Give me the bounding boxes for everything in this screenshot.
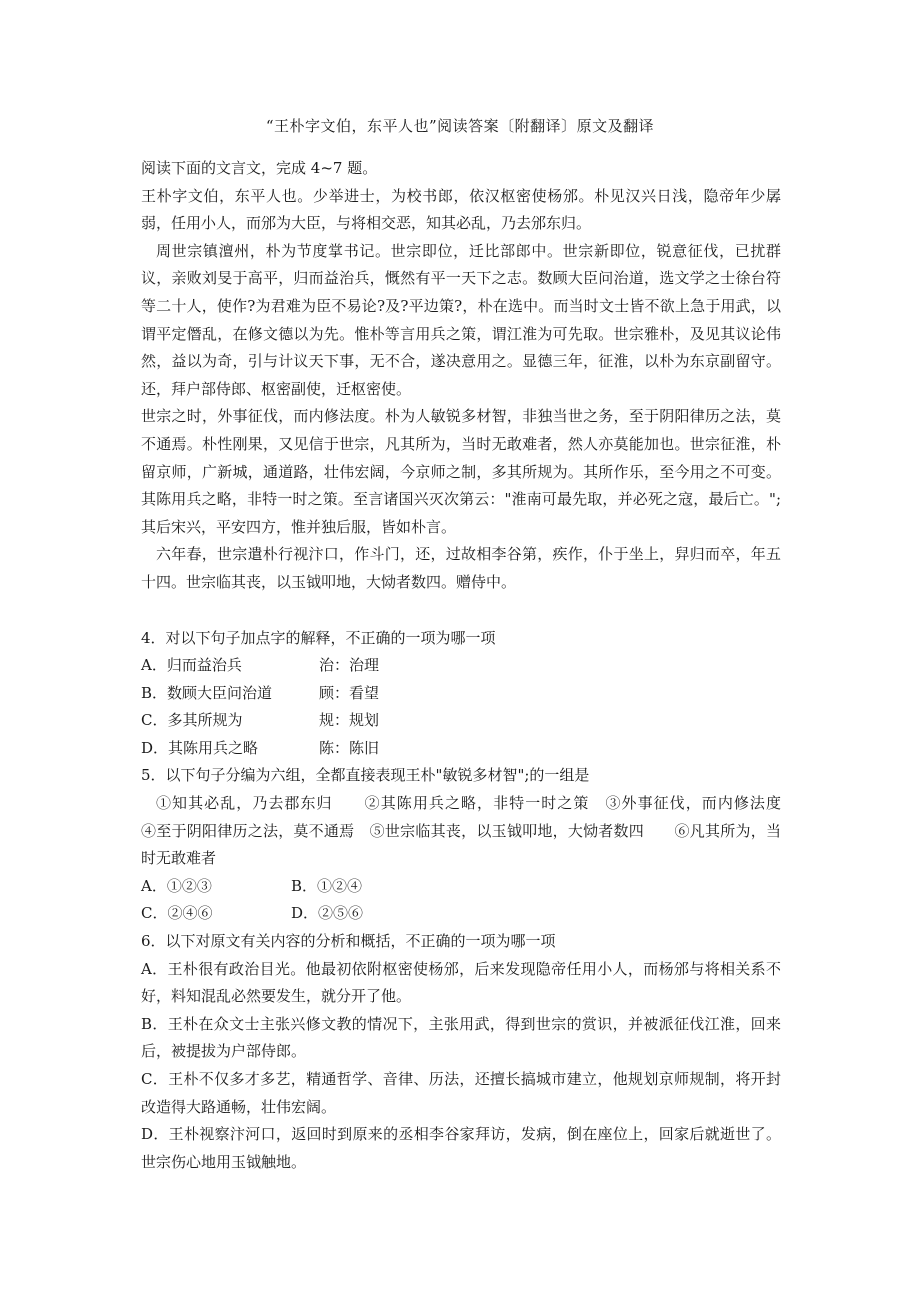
spacer bbox=[141, 597, 781, 625]
question-6-option-d: D．王朴视察汴河口，返回时到原来的丞相李谷家拜访，发病，倒在座位上，回家后就逝世了。世宗伤心地用玉钺触地。 bbox=[141, 1125, 781, 1171]
passage-paragraph-1: 王朴字文伯，东平人也。少举进士，为校书郎，依汉枢密使杨邠。朴见汉兴日浅，隐帝年少孱弱，任用小人，而邠为大臣，与将相交恶，知其必乱，乃去邠东归。 bbox=[141, 186, 781, 233]
answer-option-b: B．①②④ bbox=[291, 876, 363, 895]
passage-paragraph-2: 周世宗镇澶州，朴为节度掌书记。世宗即位，迁比部郎中。世宗新即位，锐意征伐，已扰群议，亲败刘旻于高平，归而益治兵，慨然有平一天下之志。数顾大臣问治道，选文学之士徐台符等二十人，使作?为君难为臣不易论?及?平边策?，朴在选中。而当时文士皆不欲上急于用武，以谓平定僭乱，在修文德以为先。惟朴等言用兵之策，谓江淮为可先取。世宗雅朴，及见其议论伟然，益以为奇，引与计议天下事，无不合，遂决意用之。显德三年，征淮，以朴为东京副留守。还，拜户部侍郎、枢密副使，迁枢密使。 bbox=[141, 241, 781, 398]
question-4-option-a bbox=[141, 652, 781, 680]
question-6-stem: 6．以下对原文有关内容的分析和概括，不正确的一项为哪一项 bbox=[141, 932, 556, 951]
question-4-option-d bbox=[141, 735, 781, 763]
passage-paragraph-3: 世宗之时，外事征伐，而内修法度。朴为人敏锐多材智，非独当世之务，至于阴阳律历之法，莫不通焉。朴性刚果，又见信于世宗，凡其所为，当时无敢难者，然人亦莫能加也。世宗征淮，朴留京师，广新城，通道路，壮伟宏阔，今京师之制，多其所规为。其所作乐，至今用之不可变。其陈用兵之略，非特一时之策。至言诸国兴灭次第云："淮南可最先取，并必死之寇，最后亡。";其后宋兴，平安四方，惟并独后服，皆如朴言。 bbox=[141, 407, 781, 536]
answer-option-c: C．②④⑥ bbox=[141, 904, 213, 923]
option-sentence: D．其陈用兵之略 bbox=[141, 738, 259, 757]
question-6-option-a: A．王朴很有政治目光。他最初依附枢密使杨邠，后来发现隐帝任用小人，而杨邠与将相关系不好，料知混乱必然要发生，就分开了他。 bbox=[141, 959, 781, 1006]
question-4-option-b bbox=[141, 680, 781, 708]
question-5-answers-row-2 bbox=[141, 900, 781, 928]
intro-text: 阅读下面的文言文，完成 4~7 题。 bbox=[141, 159, 378, 177]
option-sentence: A．归而益治兵 bbox=[141, 656, 242, 675]
option-sentence: B．数顾大臣问治道 bbox=[141, 683, 273, 702]
question-6-option-c: C．王朴不仅多才多艺，精通哲学、音律、历法，还擅长搞城市建立，他规划京师规制，将开封改造得大路通畅，壮伟宏阔。 bbox=[141, 1070, 781, 1116]
question-5-items: ①知其必乱，乃去郡东归 ②其陈用兵之略，非特一时之策 ③外事征伐，而内修法度 ④至于阴阳律历之法，莫不通焉 ⑤世宗临其丧，以玉钺叩地，大恸者数四 ⑥凡其所为，当时无敢难者 bbox=[141, 794, 812, 868]
question-5-answers-row-1 bbox=[141, 873, 781, 901]
option-explanation: 陈：陈旧 bbox=[319, 738, 380, 757]
question-6-option-b: B．王朴在众文士主张兴修文教的情况下，主张用武，得到世宗的赏识，并被派征伐江淮，回来后，被提拔为户部侍郎。 bbox=[141, 1014, 781, 1061]
answer-option-d: D．②⑤⑥ bbox=[291, 904, 364, 923]
question-4-stem: 4．对以下句子加点字的解释，不正确的一项为哪一项 bbox=[141, 628, 496, 647]
option-explanation: 治：治理 bbox=[319, 656, 380, 675]
question-5-stem: 5．以下句子分编为六组，全都直接表现王朴"敏锐多材智";的一组是 bbox=[141, 766, 590, 785]
question-4-option-c bbox=[141, 707, 781, 735]
document-title: “王朴字文伯，东平人也”阅读答案〔附翻译〕原文及翻译 bbox=[265, 117, 655, 135]
answer-option-a: A．①②③ bbox=[141, 876, 212, 895]
option-sentence: C．多其所规为 bbox=[141, 711, 243, 730]
option-explanation: 顾：看望 bbox=[319, 683, 380, 702]
option-explanation: 规：规划 bbox=[319, 711, 380, 730]
passage-paragraph-4: 六年春，世宗遣朴行视汴口，作斗门，还，过故相李谷第，疾作，仆于坐上，舁归而卒，年五十四。世宗临其丧，以玉钺叩地，大恸者数四。赠侍中。 bbox=[141, 545, 781, 591]
document-body bbox=[141, 155, 812, 1176]
